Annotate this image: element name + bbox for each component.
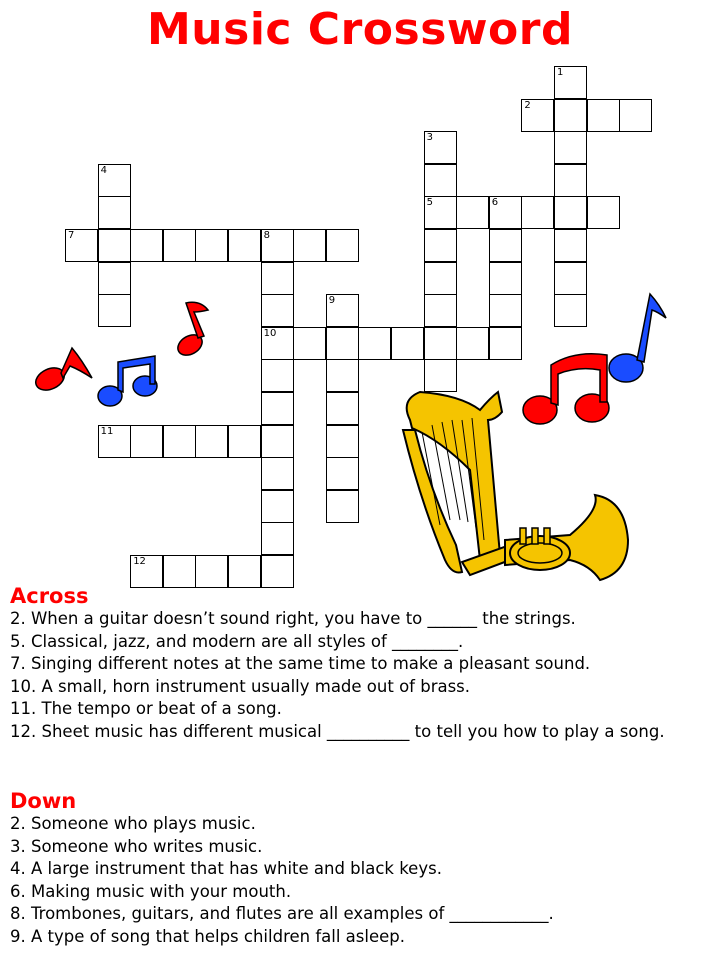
clue-across-10: 10. A small, horn instrument usually made out of brass. <box>10 676 471 696</box>
grid-cell[interactable] <box>326 490 359 523</box>
clue-across-2: 2. When a guitar doesn’t sound right, you have to ______ the strings. <box>10 609 576 628</box>
grid-cell[interactable] <box>326 294 359 327</box>
grid-cell[interactable] <box>98 196 131 229</box>
clue-number: 12 <box>133 556 146 567</box>
grid-cell[interactable] <box>554 66 587 99</box>
grid-cell[interactable] <box>195 425 228 458</box>
grid-cell[interactable] <box>554 99 587 132</box>
grid-cell[interactable] <box>554 131 587 164</box>
grid-cell[interactable] <box>424 294 457 327</box>
grid-cell[interactable] <box>261 392 294 425</box>
clue-down-3: 3. Someone who writes music. <box>10 836 263 856</box>
grid-cell[interactable] <box>326 327 359 360</box>
across-clues <box>10 584 710 743</box>
grid-cell[interactable] <box>424 131 457 164</box>
grid-cell[interactable] <box>98 164 131 197</box>
grid-cell[interactable] <box>261 294 294 327</box>
grid-cell[interactable] <box>489 229 522 262</box>
clue-across-11: 11. The tempo or beat of a song. <box>10 699 282 718</box>
grid-cell[interactable] <box>261 262 294 295</box>
clue-number: 11 <box>100 425 114 437</box>
grid-cell[interactable] <box>130 425 163 458</box>
grid-cell[interactable] <box>391 327 424 360</box>
grid-cell[interactable] <box>228 229 261 262</box>
grid-cell[interactable] <box>456 196 489 229</box>
grid-cell[interactable] <box>554 294 587 327</box>
grid-cell[interactable] <box>261 490 294 523</box>
grid-cell[interactable] <box>326 392 359 425</box>
clue-number: 4 <box>100 164 107 176</box>
down-heading: Down <box>10 789 77 813</box>
grid-cell[interactable] <box>489 294 522 327</box>
grid-cell[interactable] <box>424 164 457 197</box>
clue-down-6: 6. Making music with your mouth. <box>10 881 292 901</box>
grid-cell[interactable] <box>587 196 620 229</box>
grid-cell[interactable] <box>98 229 131 262</box>
grid-cell[interactable] <box>424 229 457 262</box>
grid-cell[interactable] <box>98 262 131 295</box>
clue-number: 6 <box>491 197 499 209</box>
grid-cell[interactable] <box>163 425 196 458</box>
grid-cell[interactable] <box>130 229 163 262</box>
grid-cell[interactable] <box>261 457 294 490</box>
grid-cell[interactable] <box>619 99 652 132</box>
grid-cell[interactable] <box>195 229 228 262</box>
clue-number: 9 <box>328 295 336 307</box>
page-title: Music Crossword <box>147 4 573 55</box>
grid-cell[interactable] <box>261 425 294 458</box>
clue-across-5: 5. Classical, jazz, and modern are all styles of ________. <box>10 631 464 651</box>
clue-number: 2 <box>524 99 531 111</box>
grid-cell[interactable] <box>424 359 457 392</box>
grid-cell[interactable] <box>326 229 359 262</box>
clue-across-7: 7. Singing different notes at the same time to make a pleasant sound. <box>10 654 591 673</box>
grid-cell[interactable] <box>554 196 587 229</box>
down-clues <box>10 789 710 948</box>
grid-cell[interactable] <box>293 327 326 360</box>
grid-cell[interactable] <box>326 425 359 458</box>
grid-cell[interactable] <box>424 327 457 360</box>
clue-number: 5 <box>426 197 433 209</box>
clue-number: 10 <box>263 327 277 339</box>
grid-cell[interactable] <box>98 294 131 327</box>
grid-cell[interactable] <box>554 262 587 295</box>
grid-cell[interactable] <box>326 457 359 490</box>
clue-number: 1 <box>557 67 564 78</box>
grid-cell[interactable] <box>554 229 587 262</box>
grid-cell[interactable] <box>424 196 457 229</box>
grid-cell[interactable] <box>163 229 196 262</box>
grid-cell[interactable] <box>98 425 131 458</box>
grid-cell[interactable] <box>424 262 457 295</box>
grid-cell[interactable] <box>521 196 554 229</box>
grid-cell[interactable] <box>261 229 294 262</box>
grid-cell[interactable] <box>326 359 359 392</box>
grid-cell[interactable] <box>489 327 522 360</box>
grid-cell[interactable] <box>228 425 261 458</box>
clue-number: 3 <box>426 132 433 144</box>
grid-cell[interactable] <box>489 262 522 295</box>
clue-number: 7 <box>68 230 75 241</box>
grid-cell[interactable] <box>587 99 620 132</box>
grid-cell[interactable] <box>521 99 554 132</box>
grid-cell[interactable] <box>261 359 294 392</box>
grid-cell[interactable] <box>261 327 294 360</box>
grid-cell[interactable] <box>554 164 587 197</box>
clue-number: 8 <box>263 230 270 241</box>
grid-cell[interactable] <box>65 229 98 262</box>
across-heading: Across <box>10 584 89 608</box>
grid-cell[interactable] <box>261 522 294 555</box>
clue-down-2: 2. Someone who plays music. <box>10 814 256 833</box>
grid-cell[interactable] <box>293 229 326 262</box>
clue-down-9: 9. A type of song that helps children fall asleep. <box>10 926 405 946</box>
clue-down-4: 4. A large instrument that has white and black keys. <box>10 859 442 878</box>
clue-down-8: 8. Trombones, guitars, and flutes are all examples of ____________. <box>10 904 554 923</box>
grid-cell[interactable] <box>489 196 522 229</box>
clue-across-12: 12. Sheet music has different musical __________ to tell you how to play a song. <box>10 721 665 741</box>
grid-cell[interactable] <box>358 327 391 360</box>
grid-cell[interactable] <box>456 327 489 360</box>
